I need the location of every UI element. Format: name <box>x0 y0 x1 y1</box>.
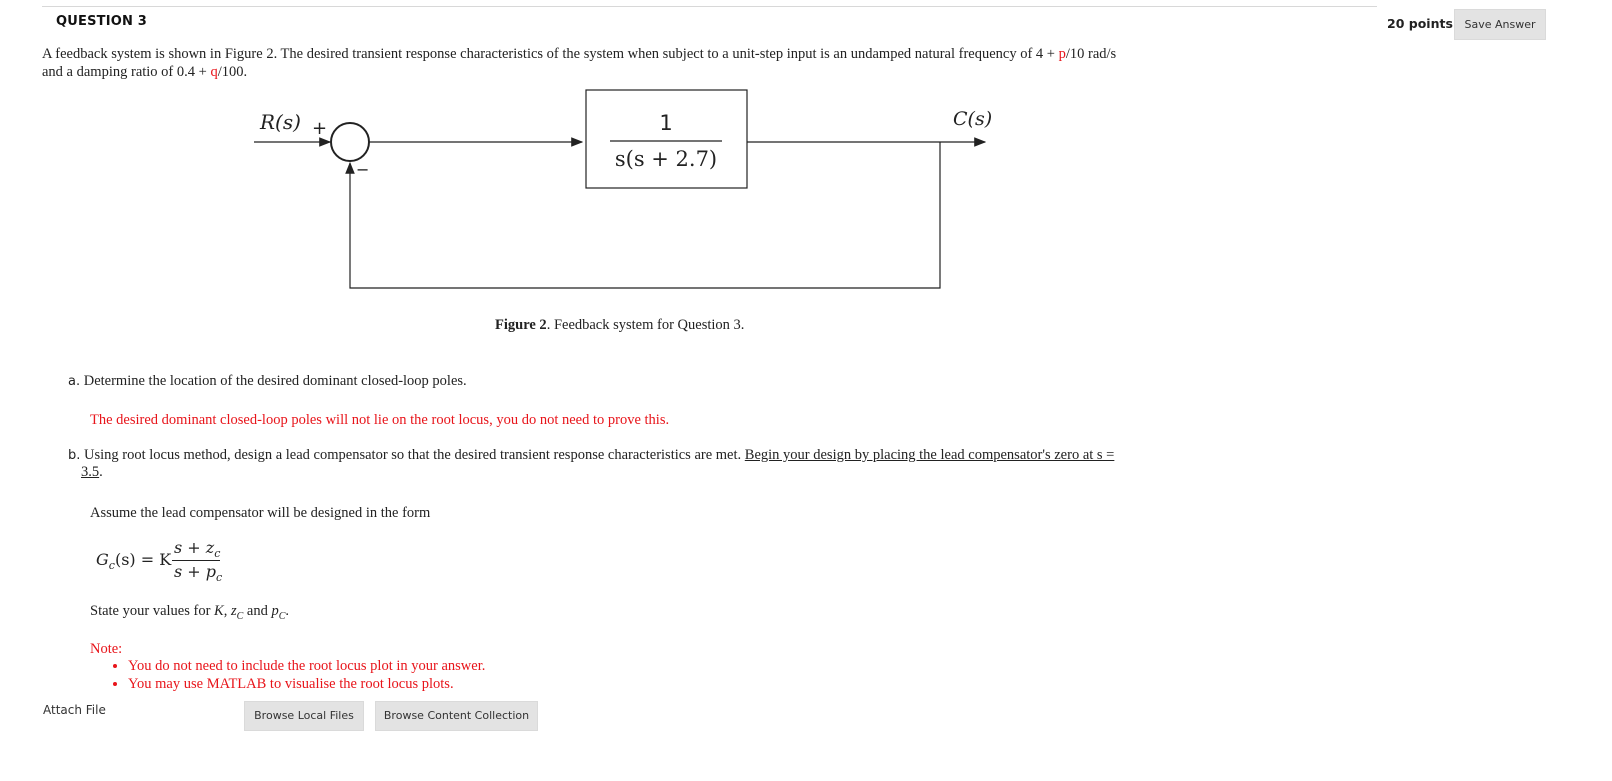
block-denominator: s(s + 2.7) <box>614 147 718 171</box>
state-z-sub: C <box>236 610 244 622</box>
formula-den: s + p <box>174 562 217 581</box>
formula-arg: (s) = K <box>114 550 172 569</box>
note-heading: Note: <box>90 641 123 657</box>
intro-text-2: /10 rad/s <box>1065 46 1117 62</box>
block-numerator: 1 <box>659 111 673 135</box>
part-b-underlined-2: 3.5 <box>81 464 100 480</box>
intro-text-1: A feedback system is shown in Figure 2. The desired transient response characteristics of the system when subject to a unit-step input is an undamped natural frequency of 4 + <box>42 46 1059 62</box>
state-z: z <box>230 603 237 619</box>
formula-denominator <box>174 562 222 584</box>
note-list <box>90 657 485 693</box>
figure-caption-bold: Figure 2 <box>495 317 547 333</box>
formula-g: G <box>96 550 109 569</box>
attach-file-label: Attach File <box>43 703 106 717</box>
figure-caption <box>495 316 744 334</box>
part-b-line-2 <box>81 463 103 481</box>
state-and: and <box>243 603 272 619</box>
variable-q: q <box>210 64 218 80</box>
intro-text-3: and a damping ratio of 0.4 + <box>42 64 211 80</box>
state-end: . <box>285 603 290 619</box>
formula-num: s + z <box>174 538 215 557</box>
part-b-underlined-1: Begin your design by placing the lead compensator's zero at s = <box>744 447 1115 463</box>
part-a-note: The desired dominant closed-loop poles will not lie on the root locus, you do not need to prove this. <box>90 412 670 428</box>
note-item: • You do not need to include the root locus plot in your answer. <box>128 657 485 675</box>
browse-local-files-button[interactable]: Browse Local Files <box>244 701 364 731</box>
formula-bar <box>172 560 220 561</box>
formula-numerator <box>174 538 220 560</box>
summing-junction <box>331 123 369 161</box>
state-p-sub: C <box>278 610 286 622</box>
state-p: p <box>271 603 279 619</box>
note-item: • You may use MATLAB to visualise the root locus plots. <box>128 675 485 693</box>
state-text: State your values for <box>90 603 215 619</box>
part-a-marker: a. <box>68 374 81 389</box>
save-answer-button[interactable]: Save Answer <box>1454 9 1546 40</box>
minus-sign: − <box>356 160 370 179</box>
part-b-text: Using root locus method, design a lead compensator so that the desired transient response characteristics are met. <box>84 447 745 463</box>
intro-text-4: /100. <box>217 64 248 80</box>
part-b <box>68 446 1114 465</box>
part-a <box>68 372 467 391</box>
output-label: C(s) <box>953 108 993 130</box>
figure-caption-rest: . Feedback system for Question 3. <box>546 317 745 333</box>
plant-block <box>586 90 747 188</box>
state-k: K <box>214 603 224 619</box>
part-b-marker: b. <box>68 448 81 463</box>
formula-lhs <box>96 550 171 572</box>
formula-num-sub: c <box>214 547 221 561</box>
formula-den-sub: c <box>216 571 223 585</box>
block-diagram <box>0 0 1612 300</box>
points-value: 20 points <box>1387 16 1453 31</box>
formula-g-sub: c <box>108 559 115 573</box>
part-a-text: Determine the location of the desired dominant closed-loop poles. <box>83 373 467 389</box>
assume-text: Assume the lead compensator will be designed in the form <box>90 505 431 521</box>
state-sep: , <box>223 603 231 619</box>
input-label: R(s) <box>260 110 301 134</box>
browse-content-collection-button[interactable]: Browse Content Collection <box>375 701 538 731</box>
plus-sign: + <box>312 118 328 139</box>
part-b-trailing: . <box>99 464 103 480</box>
variable-p: p <box>1058 46 1066 62</box>
state-values <box>90 602 289 626</box>
question-title: QUESTION 3 <box>56 14 148 29</box>
